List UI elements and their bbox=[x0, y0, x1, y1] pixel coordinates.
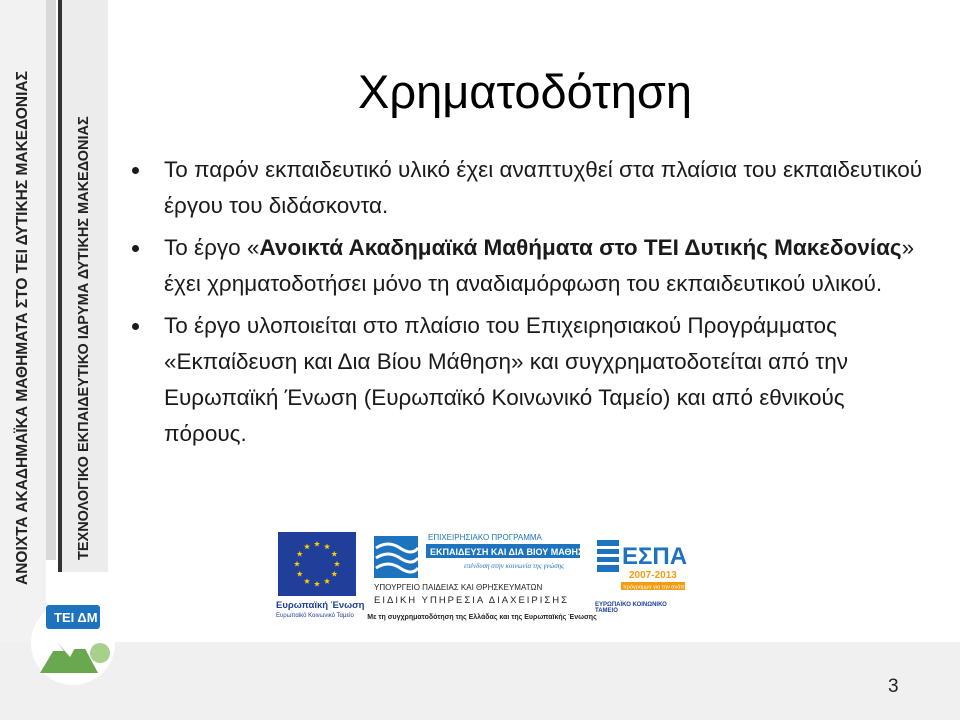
bullet-suffix: » έχει χρηματοδοτήσει μόνο τη αναδιαμόρφωση του εκπαιδευτικού υλικού. bbox=[164, 235, 915, 296]
eu-flag-logo bbox=[278, 532, 356, 596]
page-number: 3 bbox=[888, 676, 899, 697]
ep-line1: ΕΠΙΧΕΙΡΗΣΙΑΚΟ ΠΡΟΓΡΑΜΜΑ bbox=[428, 533, 542, 542]
bullet-item-3 bbox=[128, 308, 928, 452]
bullet-dot-icon bbox=[132, 323, 139, 330]
left-band-middle bbox=[46, 0, 56, 560]
bullet-prefix: Το έργο « bbox=[164, 235, 260, 260]
eu-subcaption: Ευρωπαϊκό Κοινωνικό Ταμείο bbox=[276, 613, 354, 619]
operational-programme-logo bbox=[372, 530, 590, 610]
bullet-dot-icon bbox=[132, 245, 139, 252]
tei-text: ΤΕΙ ΔΜ bbox=[54, 610, 98, 625]
bullet-item-1 bbox=[128, 152, 928, 224]
slide-title: Χρηματοδότηση bbox=[357, 65, 692, 118]
ep-service: ΕΙΔΙΚΗ ΥΠΗΡΕΣΙΑ ΔΙΑΧΕΙΡΙΣΗΣ bbox=[374, 595, 570, 606]
eu-stars-icon bbox=[278, 532, 356, 596]
ep-ministry: ΥΠΟΥΡΓΕΙΟ ΠΑΙΔΕΙΑΣ ΚΑΙ ΘΡΗΣΚΕΥΜΑΤΩΝ bbox=[374, 583, 543, 592]
bullet-list bbox=[128, 152, 928, 458]
bullet-text: Το παρόν εκπαιδευτικό υλικό έχει αναπτυχθεί στα πλαίσια του εκπαιδευτικού έργου του διδάσκοντα. bbox=[164, 157, 923, 218]
bullet-item-2 bbox=[128, 230, 928, 302]
sidebar-outer-text: ΑΝΟΙΧΤΑ ΑΚΑΔΗΜΑΪΚΑ ΜΑΘΗΜΑΤΑ ΣΤΟ ΤΕΙ ΔΥΤΙΚΗΣ ΜΑΚΕΔΟΝΙΑΣ bbox=[14, 71, 31, 585]
espa-name: ΕΣΠΑ bbox=[622, 543, 688, 570]
espa-subcaption: ΕΥΡΩΠΑΪΚΟ ΚΟΙΝΩΝΙΚΟ ΤΑΜΕΙΟ bbox=[595, 602, 667, 614]
bullet-dot-icon bbox=[132, 167, 139, 174]
ep-line2: ΕΚΠΑΙΔΕΥΣΗ ΚΑΙ ΔΙΑ ΒΙΟΥ ΜΑΘΗΣΗ bbox=[430, 547, 590, 557]
wave-icon bbox=[374, 536, 418, 578]
bottom-strip bbox=[0, 642, 960, 720]
espa-years: 2007-2013 bbox=[629, 570, 677, 581]
vertical-divider bbox=[58, 0, 62, 572]
bullet-text: Το έργο υλοποιείται στο πλαίσιο του Επιχειρησιακού Προγράμματος «Εκπαίδευση και Δια Βίου Μάθηση» και συγχρηματοδοτείται από την Ευρωπαϊκή Ένωση (Ευρωπαϊκό Κοινωνικό Ταμείο) και από εθνικούς πόρους. bbox=[164, 313, 849, 446]
project-title: Ανοικτά Ακαδημαϊκά Μαθήματα στο ΤΕΙ Δυτικής Μακεδονίας bbox=[259, 235, 902, 260]
sidebar-inner-text: ΤΕΧΝΟΛΟΓΙΚΟ ΕΚΠΑΙΔΕΥΤΙΚΟ ΙΔΡΥΜΑ ΔΥΤΙΚΗΣ ΜΑΚΕΔΟΝΙΑΣ bbox=[76, 116, 92, 560]
espa-motto: πρόγραμμα για την ανάπτυξη bbox=[623, 584, 695, 591]
eu-caption: Ευρωπαϊκή Ένωση bbox=[276, 600, 365, 611]
espa-logo bbox=[595, 532, 695, 598]
greek-flag-icon bbox=[597, 540, 619, 572]
tei-logo bbox=[18, 595, 128, 687]
ep-line3: επένδυση στην κοινωνία της γνώσης bbox=[464, 562, 564, 570]
cofunding-note: Με τη συγχρηματοδότηση της Ελλάδας και της Ευρωπαϊκής Ένωσης bbox=[367, 614, 597, 621]
